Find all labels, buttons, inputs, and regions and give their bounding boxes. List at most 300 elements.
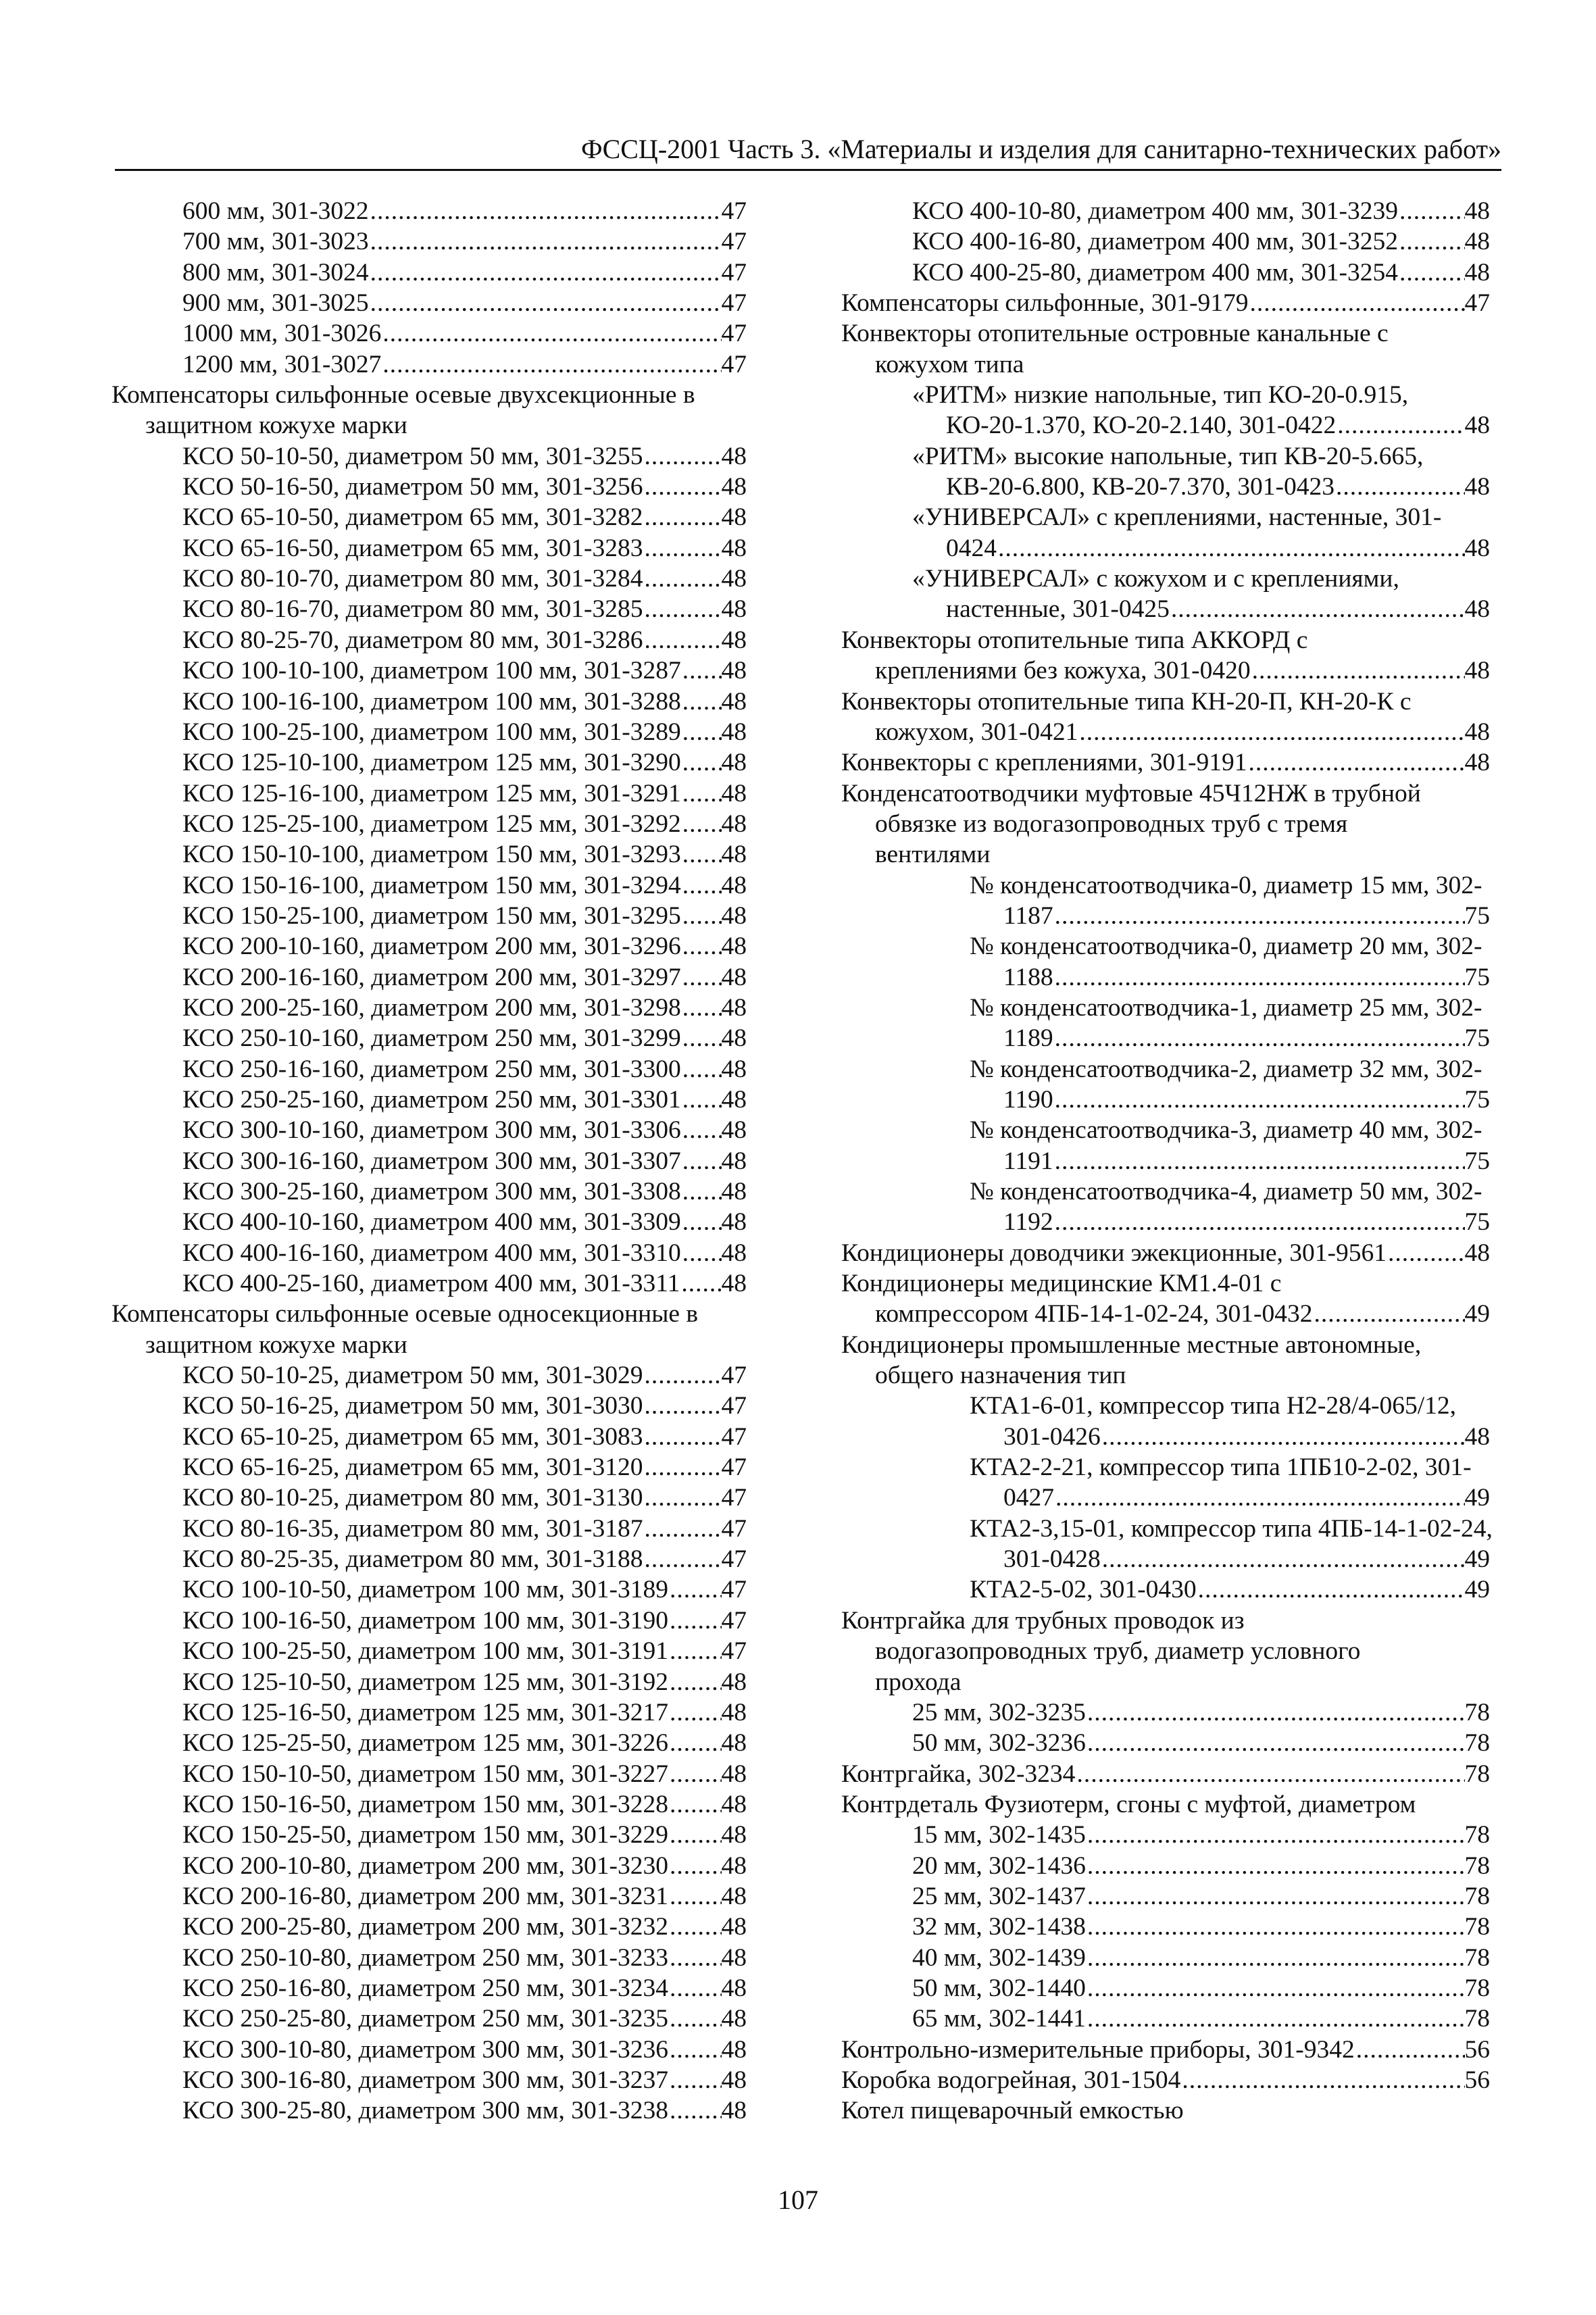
dot-leader	[1336, 410, 1464, 441]
dot-leader	[643, 1422, 722, 1452]
index-entry-line	[182, 778, 747, 809]
index-entry-page: 47	[721, 1606, 747, 1635]
dot-leader	[1086, 1881, 1465, 1912]
index-entry-line	[912, 1943, 1490, 1973]
dot-leader	[1086, 1912, 1465, 1942]
index-entry	[111, 1360, 747, 1391]
index-entry-page: 48	[1464, 473, 1490, 501]
index-entry-text: прохода	[875, 1668, 962, 1696]
index-entry-text: защитном кожухе марки	[145, 412, 407, 440]
index-entry-line	[182, 747, 747, 778]
index-entry-page: 47	[721, 1576, 747, 1604]
dot-leader	[681, 1146, 722, 1176]
index-entry	[841, 1789, 1490, 1820]
index-entry-text: КСО 80-10-25, диаметром 80 мм, 301-3130	[182, 1484, 643, 1512]
index-entry-text: Кондиционеры доводчики эжекционные, 301-9561	[841, 1239, 1387, 1267]
index-entry-text: КСО 150-25-50, диаметром 150 мм, 301-3229	[182, 1821, 669, 1849]
dot-leader	[1053, 962, 1465, 993]
index-entry	[111, 441, 747, 472]
index-entry	[841, 1820, 1490, 1850]
dot-leader	[668, 2095, 721, 2126]
index-entry-line	[970, 1514, 1493, 1544]
index-entry-page: 48	[721, 657, 747, 685]
index-entry-page: 48	[1464, 228, 1490, 256]
index-entry-page: 48	[721, 1024, 747, 1053]
dot-leader	[681, 901, 722, 931]
index-entry-page: 48	[1464, 1422, 1490, 1451]
index-entry-text: «РИТМ» низкие напольные, тип КО-20-0.915,	[912, 381, 1409, 409]
index-entry-page: 48	[1464, 534, 1490, 562]
index-entry	[111, 1238, 747, 1268]
index-entry-line	[841, 839, 1490, 870]
index-entry-line	[841, 2035, 1490, 2065]
index-entry-text: № конденсатоотводчика-0, диаметр 20 мм, 302-	[970, 932, 1482, 961]
index-entry-text: 1189	[1003, 1024, 1053, 1053]
index-entry-line	[912, 533, 1490, 564]
index-entry-page: 48	[721, 2066, 747, 2094]
index-entry	[111, 962, 747, 993]
index-entry-text: Компенсаторы сильфонные осевые односекционные в	[111, 1300, 699, 1328]
index-entry-text: № конденсатоотводчика-1, диаметр 25 мм, 302-	[970, 993, 1482, 1022]
dot-leader	[681, 870, 722, 901]
index-entry-line	[182, 901, 747, 931]
index-entry-line	[182, 931, 747, 962]
index-entry-line	[912, 502, 1490, 532]
index-entry	[841, 1851, 1490, 1881]
index-entry-page: 48	[721, 1913, 747, 1941]
index-entry-line	[841, 687, 1490, 717]
index-entry-line	[970, 1391, 1490, 1421]
index-entry	[111, 1207, 747, 1237]
index-entry-page: 48	[721, 1760, 747, 1788]
index-entry-page: 78	[1464, 1974, 1490, 2002]
index-entry-page: 48	[721, 626, 747, 654]
dot-leader	[681, 687, 722, 717]
index-entry	[841, 1452, 1490, 1514]
index-entry-line	[912, 472, 1490, 502]
index-entry-text: Контрдеталь Фузиотерм, сгоны с муфтой, диаметром	[841, 1790, 1416, 1818]
index-entry-line	[970, 901, 1490, 931]
index-entry-page: 78	[1464, 1760, 1490, 1788]
index-entry	[111, 717, 747, 747]
index-entry	[111, 1054, 747, 1085]
index-entry-text: Конвекторы отопительные типа КН-20-П, КН-20-К с	[841, 687, 1412, 716]
index-entry	[841, 2065, 1490, 2095]
index-entry-text: КСО 250-16-160, диаметром 250 мм, 301-3300	[182, 1055, 681, 1083]
index-entry-line	[841, 1330, 1490, 1360]
index-entry-page: 78	[1464, 1943, 1490, 1972]
dot-leader	[643, 1514, 722, 1544]
index-entry-line	[182, 625, 747, 655]
index-entry-line	[970, 1544, 1490, 1574]
index-entry	[841, 1115, 1490, 1176]
index-entry-page: 48	[721, 871, 747, 899]
index-entry-page: 48	[721, 718, 747, 746]
index-entry-text: КСО 250-10-80, диаметром 250 мм, 301-3233	[182, 1943, 669, 1972]
index-entry-page: 48	[1464, 749, 1490, 777]
index-entry	[841, 502, 1490, 564]
index-entry	[841, 778, 1490, 870]
index-entry	[111, 1299, 747, 1360]
index-entry	[111, 1943, 747, 1973]
index-entry-text: КСО 300-16-80, диаметром 300 мм, 301-3237	[182, 2066, 669, 2094]
index-entry-line	[841, 349, 1490, 380]
index-entry-text: КТА2-5-02, 301-0430	[970, 1576, 1197, 1604]
index-entry	[841, 1238, 1490, 1268]
index-entry	[111, 2065, 747, 2095]
index-entry-text: КСО 150-10-100, диаметром 150 мм, 301-3293	[182, 841, 681, 869]
index-entry	[111, 2035, 747, 2065]
index-entry-text: Кондиционеры промышленные местные автономные,	[841, 1330, 1422, 1359]
index-entry-text: КСО 200-25-160, диаметром 200 мм, 301-3298	[182, 993, 681, 1022]
index-entry-page: 48	[721, 2097, 747, 2125]
index-entry-page: 48	[721, 810, 747, 838]
index-entry	[841, 1514, 1493, 1575]
index-entry-text: КСО 80-16-35, диаметром 80 мм, 301-3187	[182, 1514, 643, 1543]
index-entry-text: Коробка водогрейная, 301-1504	[841, 2066, 1181, 2094]
dot-leader	[668, 1605, 721, 1636]
index-entry-text: № конденсатоотводчика-2, диаметр 32 мм, 302-	[970, 1055, 1482, 1083]
index-entry-page: 49	[1464, 1576, 1490, 1604]
index-entry	[111, 257, 747, 288]
index-entry	[111, 318, 747, 349]
index-entry-text: КСО 150-16-100, диаметром 150 мм, 301-3294	[182, 871, 681, 899]
index-entry	[111, 1973, 747, 2003]
index-entry-text: КСО 65-10-50, диаметром 65 мм, 301-3282	[182, 503, 643, 532]
index-entry-line	[841, 809, 1490, 839]
index-entry-page: 48	[721, 503, 747, 532]
index-entry-page: 48	[1464, 412, 1490, 440]
index-entry	[111, 1697, 747, 1728]
index-entry-page: 48	[1464, 657, 1490, 685]
dot-leader	[1248, 288, 1464, 318]
dot-leader	[1086, 1973, 1465, 2003]
index-entry-text: 1188	[1003, 963, 1053, 991]
index-entry-text: 50 мм, 302-1440	[912, 1974, 1086, 2002]
index-entry	[841, 257, 1490, 288]
index-entry-text: КСО 400-10-160, диаметром 400 мм, 301-3309	[182, 1208, 681, 1237]
dot-leader	[1086, 1820, 1465, 1850]
index-entry-line	[841, 1268, 1490, 1299]
index-entry-text: КТА2-3,15-01, компрессор типа 4ПБ-14-1-02-24,	[970, 1514, 1493, 1543]
index-entry-line	[970, 1023, 1490, 1053]
index-entry-line	[182, 1789, 747, 1820]
dot-leader	[668, 2065, 721, 2095]
dot-leader	[668, 1728, 721, 1758]
dot-leader	[643, 1544, 722, 1574]
index-entry-text: КСО 50-16-50, диаметром 50 мм, 301-3256	[182, 473, 643, 501]
dot-leader	[1053, 1207, 1465, 1237]
index-entry-text: 301-0426	[1003, 1422, 1101, 1451]
dot-leader	[668, 1851, 721, 1881]
index-entry-line	[182, 1820, 747, 1850]
index-entry-text: общего назначения тип	[875, 1362, 1126, 1390]
index-entry-line	[841, 1299, 1490, 1329]
index-entry-line	[182, 472, 747, 502]
index-entry	[111, 380, 747, 441]
index-entry-text: КСО 100-16-50, диаметром 100 мм, 301-3190	[182, 1606, 669, 1635]
index-entry-line	[182, 1268, 747, 1299]
index-entry-line	[182, 1146, 747, 1176]
index-entry-line	[912, 1851, 1490, 1881]
index-entry	[111, 1483, 747, 1513]
index-column-right	[841, 196, 1493, 2126]
index-entry	[841, 1759, 1490, 1789]
index-entry-page: 78	[1464, 1851, 1490, 1880]
index-entry-line	[970, 1207, 1490, 1237]
index-entry-line	[111, 380, 747, 410]
index-entry-line	[182, 1667, 747, 1697]
index-entry-text: КСО 200-10-160, диаметром 200 мм, 301-3296	[182, 932, 681, 961]
index-entry-line	[970, 1574, 1490, 1605]
dot-leader	[1398, 226, 1464, 257]
index-entry	[111, 1912, 747, 1942]
dot-leader	[681, 1176, 722, 1207]
index-entry	[111, 1023, 747, 1053]
index-entry-text: КСО 100-10-50, диаметром 100 мм, 301-3189	[182, 1576, 669, 1604]
page-header: ФССЦ-2001 Часть 3. «Материалы и изделия для санитарно-технических работ»	[115, 132, 1501, 171]
dot-leader	[643, 1391, 722, 1421]
index-entry-line	[841, 778, 1490, 809]
index-entry-line	[182, 1943, 747, 1973]
dot-leader	[369, 257, 722, 288]
dot-leader	[1197, 1574, 1465, 1605]
index-entry-line	[182, 226, 747, 257]
index-entry-page: 47	[721, 1362, 747, 1390]
index-entry-text: Компенсаторы сильфонные осевые двухсекционные в	[111, 381, 695, 409]
index-entry-line	[182, 1176, 747, 1207]
index-entry-line	[182, 441, 747, 472]
index-entry-text: КСО 100-25-50, диаметром 100 мм, 301-3191	[182, 1637, 669, 1666]
index-entry-line	[970, 1176, 1490, 1207]
index-entry-page: 47	[721, 1637, 747, 1666]
index-entry-text: 25 мм, 302-3235	[912, 1698, 1086, 1726]
index-entry-text: Контрольно-измерительные приборы, 301-9342	[841, 2035, 1355, 2064]
index-entry-page: 48	[721, 1055, 747, 1083]
index-entry-page: 48	[721, 1882, 747, 1910]
index-entry	[111, 533, 747, 564]
index-entry-page: 48	[721, 841, 747, 869]
index-entry	[841, 1574, 1490, 1605]
index-entry-page: 48	[721, 1270, 747, 1298]
index-entry-page: 48	[721, 1974, 747, 2002]
dot-leader	[369, 196, 722, 226]
index-entry-line	[970, 1115, 1490, 1145]
index-entry-line	[182, 288, 747, 318]
index-entry-text: 15 мм, 302-1435	[912, 1821, 1086, 1849]
page-number: 107	[778, 2185, 818, 2215]
index-entry-line	[182, 1422, 747, 1452]
index-entry-line	[182, 1085, 747, 1115]
index-entry-text: № конденсатоотводчика-3, диаметр 40 мм, 302-	[970, 1116, 1482, 1145]
index-entry-page: 78	[1464, 1821, 1490, 1849]
index-entry-line	[182, 1636, 747, 1666]
index-entry-page: 47	[721, 1392, 747, 1420]
index-entry	[111, 2003, 747, 2034]
index-entry-page: 48	[1464, 258, 1490, 287]
index-entry-text: КСО 80-25-35, диаметром 80 мм, 301-3188	[182, 1545, 643, 1574]
index-entry-text: № конденсатоотводчика-0, диаметр 15 мм, 302-	[970, 871, 1482, 899]
index-entry-text: Конденсатоотводчики муфтовые 45Ч12НЖ в трубной	[841, 779, 1421, 807]
index-entry-line	[182, 1452, 747, 1483]
index-entry	[111, 1728, 747, 1758]
index-entry-page: 48	[721, 473, 747, 501]
index-entry-line	[182, 1514, 747, 1544]
index-entry-line	[912, 410, 1490, 441]
index-entry-page: 47	[721, 1422, 747, 1451]
dot-leader	[681, 1238, 722, 1268]
index-entry-line	[111, 410, 747, 441]
index-entry-text: 800 мм, 301-3024	[182, 258, 369, 287]
index-entry-page: 48	[721, 1147, 747, 1175]
index-entry-text: 0424	[946, 534, 997, 562]
dot-leader	[1170, 594, 1465, 624]
index-entry-text: КСО 300-10-80, диаметром 300 мм, 301-3236	[182, 2035, 669, 2064]
dot-leader	[681, 778, 722, 809]
index-entry	[841, 993, 1490, 1054]
index-entry	[111, 809, 747, 839]
dot-leader	[1335, 472, 1465, 502]
dot-leader	[643, 625, 722, 655]
index-entry-page: 75	[1464, 963, 1490, 991]
dot-leader	[668, 1943, 721, 1973]
dot-leader	[1086, 1943, 1465, 1973]
index-entry-line	[182, 1574, 747, 1605]
index-entry-text: КСО 125-25-50, диаметром 125 мм, 301-3226	[182, 1729, 669, 1758]
dot-leader	[1053, 1146, 1465, 1176]
index-entry-page: 48	[721, 1943, 747, 1972]
index-entry-page: 48	[721, 534, 747, 562]
index-entry	[841, 625, 1490, 687]
index-entry-line	[912, 257, 1490, 288]
index-entry-text: 20 мм, 302-1436	[912, 1851, 1086, 1880]
dot-leader	[681, 1023, 722, 1053]
index-entry-line	[970, 962, 1490, 993]
index-entry-text: КВ-20-6.800, КВ-20-7.370, 301-0423	[946, 473, 1335, 501]
index-entry-line	[182, 564, 747, 594]
index-entry-page: 78	[1464, 1698, 1490, 1726]
index-entry	[111, 288, 747, 318]
index-entry-text: КСО 125-10-100, диаметром 125 мм, 301-3290	[182, 749, 681, 777]
index-entry-text: КСО 250-25-80, диаметром 250 мм, 301-3235	[182, 2005, 669, 2033]
index-entry-page: 48	[721, 1208, 747, 1237]
index-entry-line	[970, 1146, 1490, 1176]
index-entry-line	[970, 931, 1490, 962]
index-entry	[111, 747, 747, 778]
index-entry-text: КСО 250-16-80, диаметром 250 мм, 301-3234	[182, 1974, 669, 2002]
index-entry	[841, 1054, 1490, 1116]
index-entry-line	[182, 717, 747, 747]
index-entry	[111, 1881, 747, 1912]
index-entry-line	[182, 533, 747, 564]
index-entry-line	[841, 1636, 1490, 1666]
index-entry-line	[182, 1728, 747, 1758]
index-entry-text: Котел пищеварочный емкостью	[841, 2097, 1184, 2125]
index-entry-text: КСО 400-16-160, диаметром 400 мм, 301-3310	[182, 1239, 681, 1267]
index-entry-text: КСО 300-10-160, диаметром 300 мм, 301-3306	[182, 1116, 681, 1145]
index-entry-line	[970, 870, 1490, 901]
index-entry-line	[182, 1238, 747, 1268]
dot-leader	[668, 1789, 721, 1820]
dot-leader	[1054, 1483, 1465, 1513]
index-entry-text: КСО 150-25-100, диаметром 150 мм, 301-3295	[182, 901, 681, 930]
index-entry-text: 700 мм, 301-3023	[182, 228, 369, 256]
index-entry-text: 301-0428	[1003, 1545, 1101, 1574]
index-entry-line	[912, 1728, 1490, 1758]
index-entry-text: защитном кожухе марки	[145, 1330, 407, 1359]
index-entry-text: КТА1-6-01, компрессор типа Н2-28/4-065/12,	[970, 1392, 1457, 1420]
index-entry-page: 47	[721, 258, 747, 287]
index-entry	[841, 1330, 1490, 1391]
dot-leader	[1355, 2035, 1465, 2065]
index-entry-text: КСО 300-25-160, диаметром 300 мм, 301-3308	[182, 1178, 681, 1205]
index-entry	[111, 594, 747, 624]
index-entry-text: КСО 125-10-50, диаметром 125 мм, 301-3192	[182, 1668, 669, 1696]
index-entry-text: кожухом типа	[875, 350, 1024, 378]
index-entry-page: 47	[721, 350, 747, 378]
index-entry	[111, 687, 747, 717]
index-entry-page: 75	[1464, 1024, 1490, 1053]
index-entry-line	[182, 1973, 747, 2003]
index-entry-line	[182, 1544, 747, 1574]
index-entry	[111, 1636, 747, 1666]
index-entry	[111, 931, 747, 962]
index-entry	[841, 226, 1490, 257]
index-entry	[111, 655, 747, 686]
dot-leader	[1086, 1851, 1465, 1881]
index-entry	[841, 1943, 1490, 1973]
index-entry	[841, 2003, 1490, 2034]
index-entry-page: 78	[1464, 1913, 1490, 1941]
index-entry	[111, 1851, 747, 1881]
index-entry-line	[182, 318, 747, 349]
index-entry-text: КСО 400-10-80, диаметром 400 мм, 301-3239	[912, 197, 1399, 225]
index-entry-page: 47	[721, 1545, 747, 1574]
index-entry-text: КСО 300-25-80, диаметром 300 мм, 301-3238	[182, 2097, 669, 2125]
index-entry-page: 47	[721, 289, 747, 318]
index-entry	[841, 1697, 1490, 1728]
index-entry	[841, 2035, 1490, 2065]
index-entry-line	[182, 839, 747, 870]
index-entry-page: 48	[721, 1085, 747, 1114]
dot-leader	[668, 1820, 721, 1850]
index-entry	[841, 1728, 1490, 1758]
index-entry	[841, 870, 1490, 932]
index-entry	[111, 502, 747, 532]
index-entry-line	[912, 380, 1490, 410]
dot-leader	[381, 349, 721, 380]
index-entry-text: КСО 125-25-100, диаметром 125 мм, 301-3292	[182, 810, 681, 838]
index-entry-text: 25 мм, 302-1437	[912, 1882, 1086, 1910]
dot-leader	[1247, 747, 1465, 778]
index-entry-text: КСО 50-10-50, диаметром 50 мм, 301-3255	[182, 442, 643, 470]
dot-leader	[681, 993, 722, 1023]
index-entry-text: 1200 мм, 301-3027	[182, 350, 382, 378]
index-entry-page: 47	[1464, 289, 1490, 318]
index-entry-line	[182, 1391, 747, 1421]
index-entry	[111, 1452, 747, 1483]
dot-leader	[643, 502, 722, 532]
index-entry-text: 0427	[1003, 1484, 1054, 1512]
index-entry-page: 75	[1464, 1085, 1490, 1114]
index-entry-page: 75	[1464, 1147, 1490, 1175]
index-entry-line	[182, 2035, 747, 2065]
index-entry	[841, 1605, 1490, 1697]
index-entry-text: компрессором 4ПБ-14-1-02-24, 301-0432	[875, 1300, 1313, 1328]
index-entry-line	[841, 1360, 1490, 1391]
index-entry	[841, 564, 1490, 625]
index-entry-text: КСО 100-25-100, диаметром 100 мм, 301-3289	[182, 718, 681, 746]
